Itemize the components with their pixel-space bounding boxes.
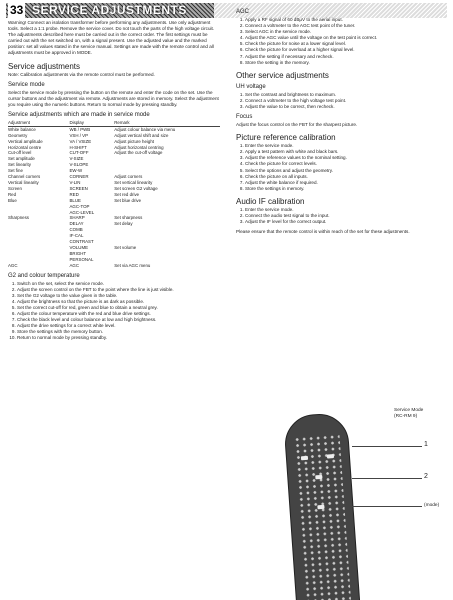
list-item: 1. Set the contrast and brightness to maximum.: [245, 92, 448, 98]
cell-remark: Set vertical linearity: [114, 180, 153, 185]
remote-label: [394, 408, 423, 420]
callout-line: [352, 506, 422, 507]
list-item: 4. Adjust the AGC value until the voltage on the test point is correct.: [245, 35, 448, 41]
right-column: [236, 9, 448, 235]
list-item: 5. Set the correct cut-off for red, green and blue to obtain a neutral grey.: [17, 305, 220, 311]
remote-button: [317, 505, 324, 509]
cell-adjustment: Red: [8, 191, 17, 197]
page-number: 33: [10, 3, 24, 17]
other-adjustments-heading: Other service adjustments: [236, 70, 329, 80]
col-remark: Remark: [114, 120, 220, 126]
list-item: 8. Store the settings in memory.: [245, 186, 448, 192]
remote-label-model: (RC-RM 9): [394, 414, 418, 419]
list-item: 6. Adjust the colour temperature with the red and blue drive settings.: [17, 311, 220, 317]
list-item: 4. Check the picture for correct levels.: [245, 161, 448, 167]
list-item: 2. Apply a test pattern with white and black bars.: [245, 149, 448, 155]
cell-adjustment: Cut-off level: [8, 150, 32, 156]
list-item: 2. Connect a voltmeter to the high voltage test point.: [245, 98, 448, 104]
cell-display: AGC: [69, 262, 80, 268]
cell-remark: Set sharpness: [114, 215, 143, 221]
remote-label-text: Service Mode: [394, 408, 424, 413]
list-item: 3. Set the G2 voltage to the value given in the table.: [17, 293, 220, 299]
list-item: 10. Return to normal mode by pressing standby.: [17, 335, 220, 341]
cell-display: SCREEN: [69, 185, 88, 191]
list-item: 8. Adjust the drive settings for a correct white level.: [17, 323, 220, 329]
cell-display: AGC-TOP: [69, 203, 90, 209]
cell-remark: Adjust horizontal centring: [114, 144, 164, 150]
cell-display: CONTRAST: [69, 239, 94, 245]
list-item: 1. Apply a RF signal of 60 dBμV to the aerial input.: [245, 17, 448, 23]
list-item: 5. Select the options and adjust the geometry.: [245, 168, 448, 174]
cell-display: SHARP: [69, 215, 85, 221]
left-column: [8, 20, 220, 342]
cell-remark: Adjust the cut-off voltage: [114, 150, 163, 156]
service-mode-text: Select the service mode by pressing the button on the remote and enter the code on the set. Use the cursor buttons and the adjustment via remote. Adjustments are stored in memory. Select the adjustment you require using the numeric buttons. Return to normal mode by pressing standby.: [8, 89, 219, 107]
list-item: 6. Check the picture for overload at a higher signal level.: [245, 47, 448, 53]
table-row: [8, 263, 220, 269]
cell-adjustment: Screen: [8, 185, 22, 191]
service-adjustments-heading: Service adjustments: [8, 61, 81, 71]
cell-adjustment: Channel corners: [8, 174, 41, 180]
cell-adjustment: Sharpness: [8, 215, 29, 221]
section-banner: [6, 3, 214, 18]
cell-display: BRIGHT: [69, 250, 87, 256]
remote-button: [301, 456, 308, 460]
cell-adjustment: Set fine: [8, 168, 23, 174]
cell-display: RED: [69, 191, 79, 197]
cell-display: VOLUME: [69, 244, 89, 250]
col-display: Display: [70, 120, 115, 126]
table-body: [8, 126, 220, 268]
callout-line: [352, 478, 422, 479]
audio-calibration-heading: Audio IF calibration: [236, 196, 305, 206]
cell-display: VSH / VP: [69, 132, 89, 138]
list-item: 5. Check the picture for noise at a lower signal level.: [245, 41, 448, 47]
g2-steps: [8, 281, 220, 342]
cell-remark: Set red drive: [114, 191, 140, 197]
cell-display: V-SIZE: [69, 156, 84, 162]
cell-display: WB / PWB: [69, 126, 91, 132]
list-item: 3. Adjust the value to be correct, then recheck.: [245, 104, 448, 110]
cell-remark: Set blue drive: [114, 197, 142, 203]
list-item: 3. Adjust the IF level for the correct output.: [245, 219, 448, 225]
cell-display: V-LIN: [69, 180, 81, 185]
cell-remark: Set screen G2 voltage: [114, 185, 158, 191]
cell-adjustment: Horizontal centre: [8, 144, 42, 150]
cell-adjustment: Vertical linearity: [8, 180, 39, 185]
list-item: 9. Store the settings with the memory button.: [17, 329, 220, 335]
picture-calibration-heading: Picture reference calibration: [236, 133, 336, 143]
cell-display: CUT-OFF: [69, 150, 89, 156]
cell-display: IF-CAL: [69, 233, 84, 239]
list-item: 2. Connect a voltmeter to the AGC test point of the tuner.: [245, 23, 448, 29]
picture-steps: [236, 143, 448, 192]
cell-display: V-SLOPE: [69, 162, 89, 168]
list-item: 1. Enter the service mode.: [245, 207, 448, 213]
cell-display: AGC-LEVEL: [69, 209, 95, 215]
cell-display: EW-W: [69, 168, 83, 174]
remote-note: Please ensure that the remote control is within reach of the set for these adjustments.: [236, 229, 410, 235]
list-item: 3. Select AGC in the service mode.: [245, 29, 448, 35]
cell-display: H-SHIFT: [69, 144, 87, 150]
list-item: 8. Store the setting in the memory.: [245, 60, 448, 66]
agc-heading: AGC: [236, 9, 250, 15]
audio-steps: [236, 207, 448, 225]
cell-remark: Set delay: [114, 221, 133, 227]
page-title: SERVICE ADJUSTMENTS: [32, 3, 187, 17]
remote-button: [315, 475, 322, 479]
cell-adjustment: AGC: [8, 262, 18, 268]
cell-remark: Adjust corners: [114, 174, 143, 180]
uh-voltage-heading: UH voltage: [236, 83, 266, 90]
list-item: 1. Enter the service mode.: [245, 143, 448, 149]
cell-adjustment: Set amplitude: [8, 156, 35, 162]
cell-adjustment: Set linearity: [8, 162, 31, 168]
cell-adjustment: Geometry: [8, 132, 28, 138]
remote-button: [327, 454, 334, 458]
remote-control-image: [283, 412, 361, 600]
list-item: 7. Adjust the setting if necessary and recheck.: [245, 54, 448, 60]
cell-adjustment: Blue: [8, 197, 17, 203]
remote-illustration: [290, 408, 450, 600]
cell-display: PERSONAL: [69, 256, 94, 262]
callout-mode: (mode): [424, 503, 440, 508]
warning-intro: Warning! Connect an isolation transformer before performing any adjustments. Use only adjustment tools. Select a 1:1 probe. Remove the service cover. Do not touch the parts of the high voltage circuit. The adjustments described here must be carried out in the correct order. The first settings must be carried out with the set switched on, with a signal present. Use the adjusted value and the marked position: set all values stated in the service manual. Settings are made with the remote control and all adjustments must be approved in MODE.: [8, 20, 215, 56]
cell-display: VA / VSIZE: [69, 138, 92, 144]
service-adjustments-note: Note: Calibration adjustments via the remote control must be performed.: [8, 71, 155, 77]
agc-steps: [236, 17, 448, 66]
list-item: 7. Check the black level and colour balance at low and high brightness.: [17, 317, 220, 323]
cell-remark: Adjust vertical shift and size: [114, 132, 169, 138]
cell-remark: Adjust colour balance via menu: [114, 126, 176, 132]
list-item: 2. Connect the audio test signal to the input.: [245, 213, 448, 219]
cell-remark: Set volume: [114, 244, 137, 250]
callout-line: [352, 446, 422, 447]
cell-adjustment: White balance: [8, 126, 36, 132]
adjustment-table-heading: Service adjustments which are made in service mode: [8, 111, 150, 118]
list-item: 2. Adjust the screen control on the FBT to the point where the line is just visible.: [17, 287, 220, 293]
cell-remark: Set via AGC menu: [114, 262, 151, 268]
cell-adjustment: Vertical amplitude: [8, 138, 43, 144]
cell-remark: Adjust picture height: [114, 138, 155, 144]
focus-heading: Focus: [236, 114, 253, 121]
cell-display: CORNER: [69, 174, 89, 180]
list-item: 4. Adjust the brightness so that the picture is as dark as possible.: [17, 299, 220, 305]
list-item: 6. Check the picture on all inputs.: [245, 174, 448, 180]
adjustment-table: [8, 120, 220, 269]
callout-1: 1: [424, 441, 428, 448]
g2-heading: G2 and colour temperature: [8, 272, 80, 279]
col-adjustment: Adjustment: [8, 120, 70, 126]
callout-2: 2: [424, 473, 428, 480]
cell-display: COMB: [69, 227, 83, 233]
focus-text: Adjust the focus control on the FBT for the sharpest picture.: [236, 122, 358, 128]
uh-steps: [236, 92, 448, 110]
cell-display: DELAY: [69, 221, 84, 227]
cell-display: BLUE: [69, 197, 81, 203]
list-item: 1. Switch on the set, select the service mode.: [17, 281, 220, 287]
service-mode-heading: Service mode: [8, 81, 45, 88]
list-item: 3. Adjust the reference values to the nominal setting.: [245, 155, 448, 161]
list-item: 7. Adjust the white balance if required.: [245, 180, 448, 186]
